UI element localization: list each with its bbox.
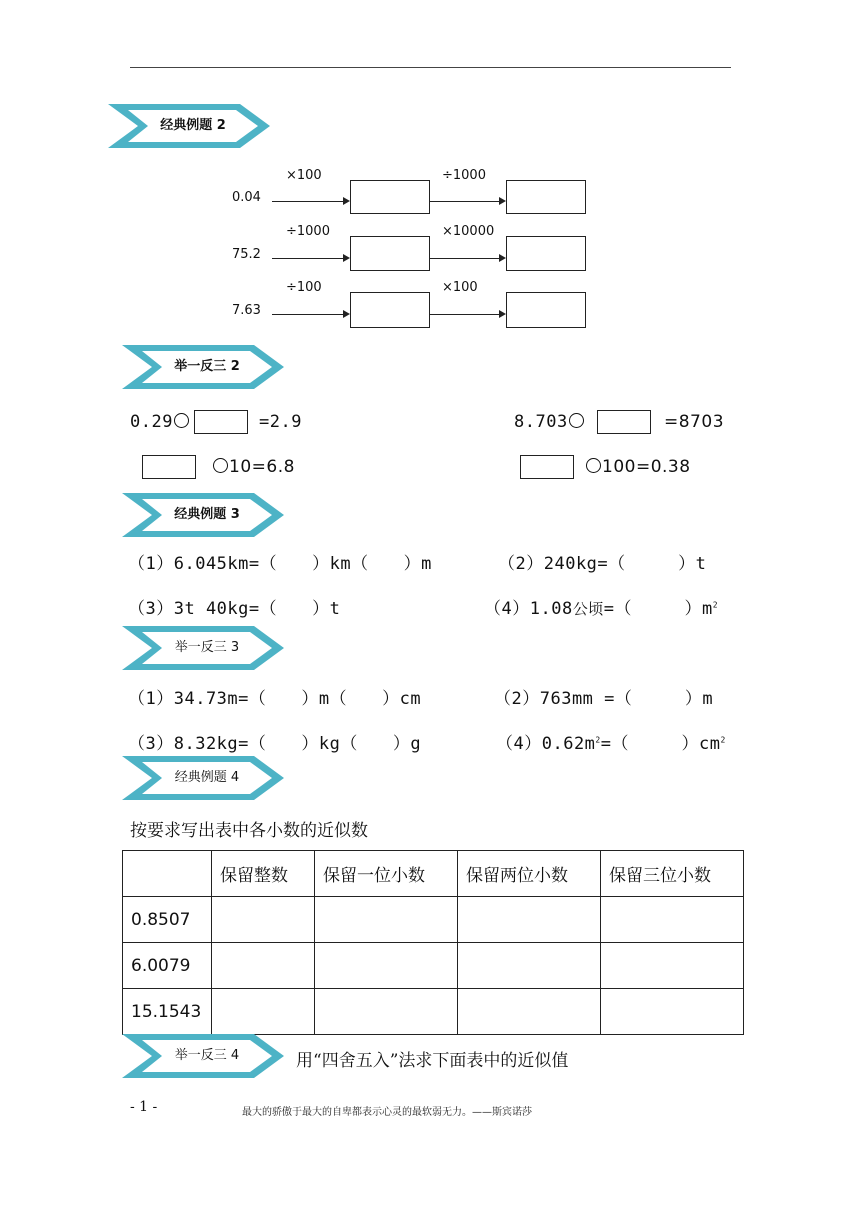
answer-box[interactable] (194, 410, 248, 434)
equation (130, 412, 190, 432)
answer-box[interactable] (597, 410, 651, 434)
banner-label: 举一反三 3 (174, 640, 240, 655)
op-label: ×100 (442, 280, 478, 295)
table-header-row (123, 851, 744, 897)
question: （2）240kg=（ ）t (498, 554, 707, 574)
question: （1）6.045km=（ ）km（ ）m (128, 554, 432, 574)
op-label: ÷1000 (442, 168, 486, 183)
arrow (429, 314, 500, 315)
superscript: 2 (712, 600, 719, 610)
equation (585, 457, 691, 477)
answer-box[interactable] (350, 236, 430, 271)
question: （2）763mm =（ ）m (494, 689, 714, 709)
equation-result: =8703 (664, 412, 725, 432)
equation-number: 8.703 (514, 412, 568, 432)
question-part: （4）1.08 (484, 599, 573, 619)
instruction: 用“四舍五入”法求下面表中的近似值 (296, 1051, 569, 1071)
banner-label: 经典例题 4 (174, 770, 240, 785)
table-cell[interactable] (315, 989, 458, 1035)
question-part: =（ ）cm (600, 734, 721, 754)
table-cell[interactable] (458, 897, 601, 943)
table-row (123, 943, 744, 989)
equation (212, 457, 295, 477)
banner-example-2 (108, 104, 278, 148)
question: （3）3t 40kg=（ ）t (128, 599, 341, 619)
table-header-cell: 保留整数 (212, 851, 315, 897)
question (496, 729, 726, 754)
op-label: ÷100 (286, 280, 322, 295)
table-cell[interactable] (315, 897, 458, 943)
arrow-head-icon (343, 310, 350, 318)
question-part: （4）0.62m (496, 734, 596, 754)
table-cell[interactable] (315, 943, 458, 989)
page-number: - 1 - (130, 1099, 158, 1115)
table-header-cell: 保留一位小数 (315, 851, 458, 897)
table-row-label: 15.1543 (123, 989, 212, 1035)
banner-label: 经典例题 2 (160, 118, 226, 133)
answer-box[interactable] (506, 236, 586, 271)
op-label: ÷1000 (286, 224, 330, 239)
approximation-table (122, 850, 744, 1035)
banner-example-4 (122, 756, 292, 800)
question (484, 594, 718, 619)
equation (514, 412, 585, 432)
answer-box[interactable] (350, 180, 430, 214)
arrow-head-icon (343, 254, 350, 262)
banner-label: 经典例题 3 (174, 507, 240, 522)
arrow (272, 314, 344, 315)
start-number: 7.63 (232, 303, 261, 318)
answer-box[interactable] (506, 180, 586, 214)
arrow-head-icon (499, 310, 506, 318)
question-part: =（ ）m (603, 599, 713, 619)
table-row-label: 0.8507 (123, 897, 212, 943)
arrow (429, 258, 500, 259)
banner-practice-2 (122, 345, 292, 389)
table-header-cell: 保留两位小数 (458, 851, 601, 897)
footer-quote: 最大的骄傲于最大的自卑都表示心灵的最软弱无力。——斯宾诺莎 (242, 1107, 532, 1118)
arrow (272, 258, 344, 259)
table-cell[interactable] (458, 943, 601, 989)
superscript: 2 (720, 735, 726, 745)
start-number: 0.04 (232, 190, 261, 205)
table-cell[interactable] (212, 897, 315, 943)
circle-blank-icon[interactable] (213, 458, 228, 473)
table-cell[interactable] (601, 989, 744, 1035)
op-label: ×10000 (442, 224, 495, 239)
banner-practice-4 (122, 1034, 292, 1078)
table-row (123, 897, 744, 943)
equation-result: 10=6.8 (229, 457, 295, 477)
table-cell[interactable] (601, 897, 744, 943)
header-rule (130, 67, 731, 68)
equation-number: 0.29 (130, 412, 173, 432)
arrow-head-icon (499, 197, 506, 205)
question-unit: 公顷 (572, 600, 604, 618)
start-number: 75.2 (232, 247, 261, 262)
table-cell[interactable] (601, 943, 744, 989)
circle-blank-icon[interactable] (586, 458, 601, 473)
answer-box[interactable] (506, 292, 586, 328)
answer-box[interactable] (142, 455, 196, 479)
equation-result: 100=0.38 (602, 457, 691, 477)
table-cell[interactable] (212, 943, 315, 989)
table-row-label: 6.0079 (123, 943, 212, 989)
arrow (272, 201, 344, 202)
arrow-head-icon (499, 254, 506, 262)
table-cell[interactable] (458, 989, 601, 1035)
answer-box[interactable] (350, 292, 430, 328)
banner-practice-3 (122, 626, 292, 670)
banner-label: 举一反三 4 (174, 1048, 240, 1063)
arrow (429, 201, 500, 202)
table-header-cell: 保留三位小数 (601, 851, 744, 897)
table-row (123, 989, 744, 1035)
superscript: 2 (595, 735, 601, 745)
circle-blank-icon[interactable] (174, 413, 189, 428)
question: （3）8.32kg=（ ）kg（ ）g (128, 734, 422, 754)
table-header-cell (123, 851, 212, 897)
table-cell[interactable] (212, 989, 315, 1035)
answer-box[interactable] (520, 455, 574, 479)
arrow-head-icon (343, 197, 350, 205)
banner-example-3 (122, 493, 292, 537)
banner-label: 举一反三 2 (174, 359, 240, 374)
equation-result: =2.9 (259, 412, 302, 432)
circle-blank-icon[interactable] (569, 413, 584, 428)
op-label: ×100 (286, 168, 322, 183)
instruction: 按要求写出表中各小数的近似数 (130, 821, 368, 841)
question: （1）34.73m=（ ）m（ ）cm (128, 689, 422, 709)
